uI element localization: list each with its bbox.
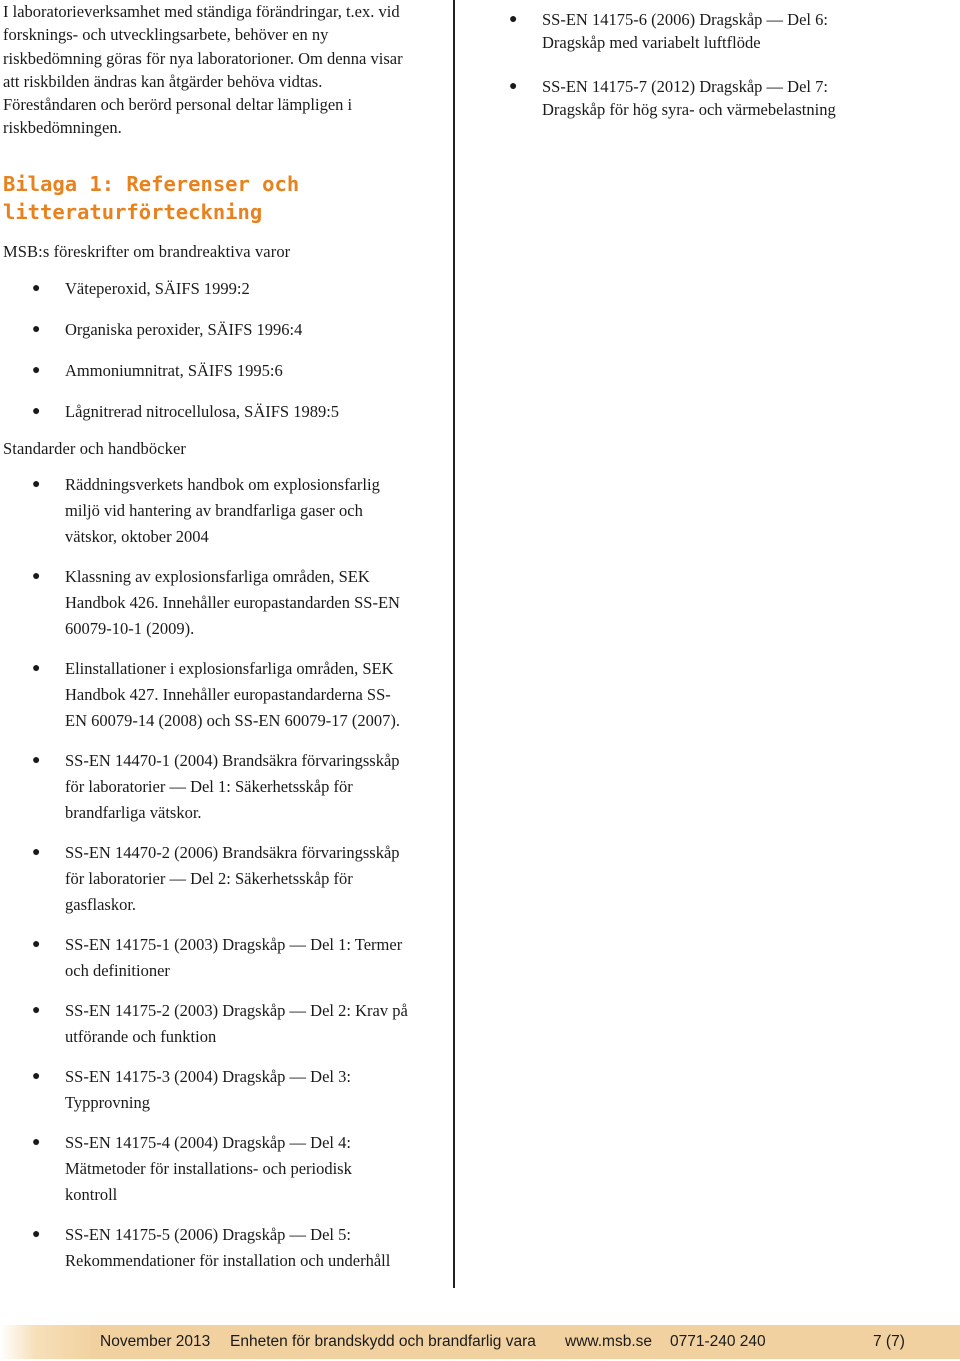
bullet-icon: ● xyxy=(32,1135,41,1150)
intro-line: forsknings- och utvecklingsarbete, behöver en ny xyxy=(3,25,329,45)
intro-line: riskbedömning göras för nya laboratorioner. Om denna visar xyxy=(3,48,403,68)
appendix-heading xyxy=(3,170,443,226)
bullet-icon: ● xyxy=(32,322,41,337)
list-item: ● SS-EN 14175-3 (2004) Dragskåp — Del 3: Typprovning xyxy=(0,1064,440,1116)
intro-line: Föreståndaren och berörd personal deltar lämpligen i xyxy=(3,95,353,115)
bullet-icon: ● xyxy=(32,363,41,378)
bullet-icon: ● xyxy=(32,1003,41,1018)
list-item: ● Elinstallationer i explosionsfarliga områden, SEK Handbok 427. Innehåller europastandarderna SS- EN 60079-14 (2008) och SS-EN 60079-17 (2007). xyxy=(0,656,440,734)
list-item: ● Räddningsverkets handbok om explosionsfarlig miljö vid hantering av brandfarliga gaser och vätskor, oktober 2004 xyxy=(0,472,440,550)
bullet-icon: ● xyxy=(32,661,41,676)
list-item: ● Lågnitrerad nitrocellulosa, SÄIFS 1989:5 xyxy=(0,399,440,425)
page-footer xyxy=(0,1325,960,1359)
intro-line: riskbedömningen. xyxy=(3,118,122,138)
list-item: ● Klassning av explosionsfarliga områden, SEK Handbok 426. Innehåller europastandarden SS-EN 60079-10-1 (2009). xyxy=(0,564,440,642)
column-divider xyxy=(453,0,455,1288)
footer-gradient xyxy=(0,1325,90,1359)
list-item: ● SS-EN 14470-1 (2004) Brandsäkra förvaringsskåp för laboratorier — Del 1: Säkerhetsskåp för brandfarliga vätskor. xyxy=(0,748,440,826)
bullet-icon: ● xyxy=(509,78,518,94)
list-item: ● SS-EN 14175-2 (2003) Dragskåp — Del 2: Krav på utförande och funktion xyxy=(0,998,440,1050)
list-item: ● SS-EN 14175-6 (2006) Dragskåp — Del 6: Dragskåp med variabelt luftflöde xyxy=(509,10,828,53)
intro-line: I laboratorieverksamhet med ständiga förändringar, t.ex. vid xyxy=(3,2,400,21)
intro-paragraph xyxy=(3,0,443,140)
bullet-icon: ● xyxy=(32,1069,41,1084)
bullet-icon: ● xyxy=(32,477,41,492)
list-item: ● Organiska peroxider, SÄIFS 1996:4 xyxy=(0,317,440,343)
list-item: ● SS-EN 14470-2 (2006) Brandsäkra förvaringsskåp för laboratorier — Del 2: Säkerhetsskåp för gasflaskor. xyxy=(0,840,440,918)
footer-website: www.msb.se xyxy=(565,1333,652,1350)
heading-line: litteraturförteckning xyxy=(3,200,263,224)
bullet-icon: ● xyxy=(32,404,41,419)
standards-list xyxy=(0,472,440,1274)
bullet-icon: ● xyxy=(32,569,41,584)
bullet-icon: ● xyxy=(32,1227,41,1242)
bullet-icon: ● xyxy=(32,845,41,860)
footer-organization: Enheten för brandskydd och brandfarlig vara xyxy=(230,1333,536,1350)
heading-line: Bilaga 1: Referenser och xyxy=(3,172,300,196)
footer-date: November 2013 xyxy=(100,1333,211,1350)
list-item: ● Ammoniumnitrat, SÄIFS 1995:6 xyxy=(0,358,440,384)
list-item: ● Väteperoxid, SÄIFS 1999:2 xyxy=(0,276,440,302)
fume-cupboard-list xyxy=(505,8,836,141)
page-number: 7 (7) xyxy=(873,1333,905,1350)
intro-line: att riskbilden ändras kan åtgärder behöva vidtas. xyxy=(3,71,323,91)
list-item: ● SS-EN 14175-7 (2012) Dragskåp — Del 7: Dragskåp för hög syra- och värmebelastning xyxy=(509,76,836,119)
list-item: ● SS-EN 14175-4 (2004) Dragskåp — Del 4: Mätmetoder för installations- och periodisk kontroll xyxy=(0,1130,440,1208)
bullet-icon: ● xyxy=(32,753,41,768)
standards-heading: Standarder och handböcker xyxy=(3,439,187,458)
msb-regulations-list xyxy=(0,276,440,425)
bullet-icon: ● xyxy=(32,937,41,952)
msb-regulations-heading: MSB:s föreskrifter om brandreaktiva varor xyxy=(3,242,291,261)
bullet-icon: ● xyxy=(509,12,518,27)
bullet-icon: ● xyxy=(32,281,41,296)
footer-phone: 0771-240 240 xyxy=(670,1333,766,1350)
list-item: ● SS-EN 14175-1 (2003) Dragskåp — Del 1: Termer och definitioner xyxy=(0,932,440,984)
list-item: ● SS-EN 14175-5 (2006) Dragskåp — Del 5: Rekommendationer för installation och underhåll xyxy=(0,1222,440,1274)
